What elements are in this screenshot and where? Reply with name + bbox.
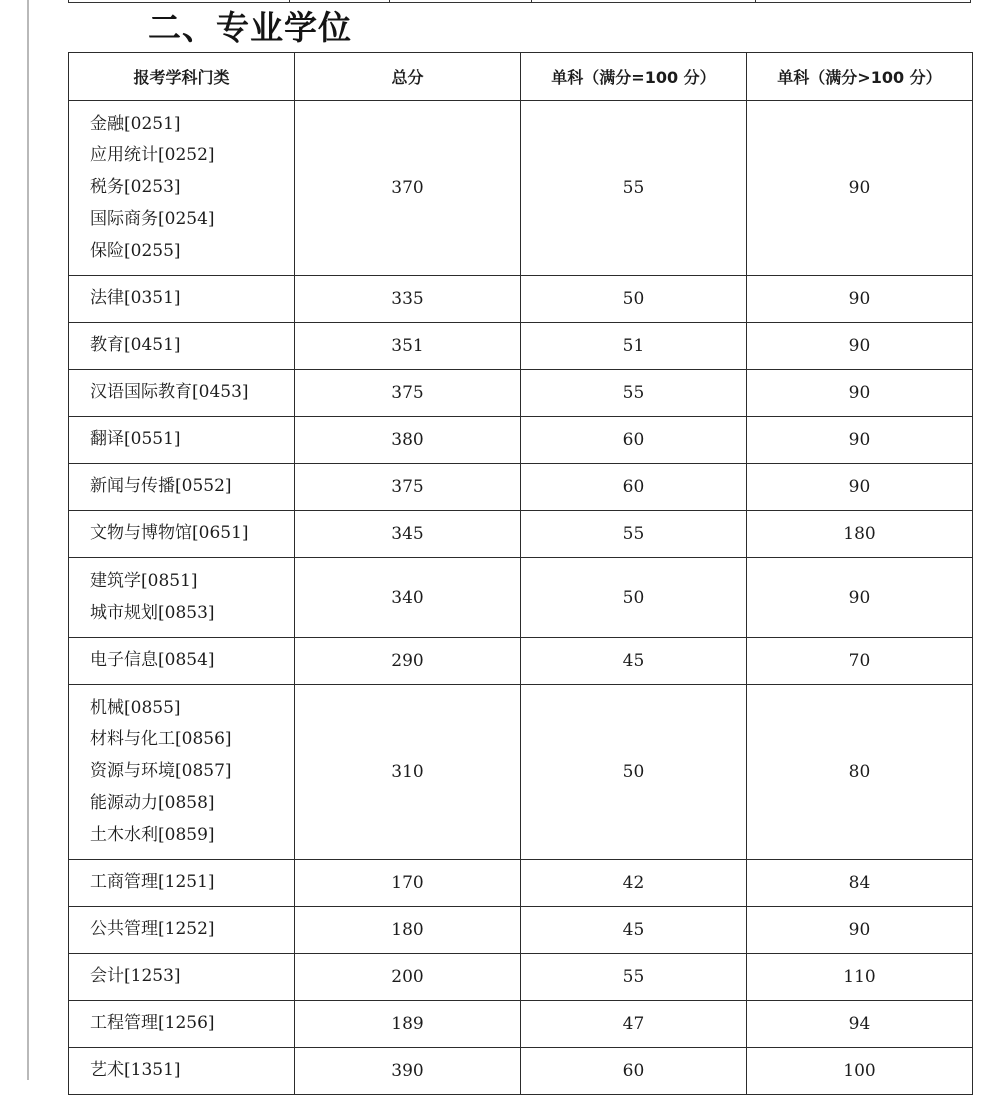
single-over-100-cell: 180: [747, 511, 973, 558]
subject-name: 金融[0251]: [90, 113, 181, 134]
table-row: [69, 860, 973, 907]
subject-name: 工商管理[1251]: [90, 872, 215, 893]
single-100-cell: 60: [521, 464, 747, 511]
subject-cell: [69, 323, 295, 370]
total-score-cell: 170: [295, 860, 521, 907]
single-over-100-cell: 90: [747, 323, 973, 370]
single-over-100-cell: 70: [747, 638, 973, 685]
subject-name: 法律[0351]: [90, 288, 181, 309]
total-score-cell: 345: [295, 511, 521, 558]
single-100-cell: 45: [521, 638, 747, 685]
subject-name: 电子信息[0854]: [90, 650, 215, 671]
single-over-100-cell: 80: [747, 685, 973, 860]
table-body: [69, 101, 973, 1095]
subject-cell: [69, 276, 295, 323]
subject-cell: [69, 860, 295, 907]
subject-name: 城市规划[0853]: [90, 602, 215, 623]
single-over-100-cell: 90: [747, 276, 973, 323]
single-100-cell: 60: [521, 1048, 747, 1095]
total-score-cell: 380: [295, 417, 521, 464]
subject-name: 土木水利[0859]: [90, 824, 215, 845]
subject-name: 艺术[1351]: [90, 1060, 181, 1081]
total-score-cell: 200: [295, 954, 521, 1001]
table-row: [69, 558, 973, 638]
single-100-cell: 50: [521, 558, 747, 638]
subject-cell: [69, 907, 295, 954]
previous-table-divider: [389, 0, 390, 3]
total-score-cell: 375: [295, 370, 521, 417]
subject-name: 会计[1253]: [90, 966, 181, 987]
total-score-cell: 340: [295, 558, 521, 638]
subject-cell: [69, 558, 295, 638]
subject-name: 保险[0255]: [90, 240, 181, 261]
single-over-100-cell: 90: [747, 558, 973, 638]
single-over-100-cell: 100: [747, 1048, 973, 1095]
single-over-100-cell: 90: [747, 417, 973, 464]
table-header-row: [69, 53, 973, 101]
header-single-over-100: 单科（满分>100 分）: [747, 53, 973, 101]
single-100-cell: 50: [521, 685, 747, 860]
table-row: [69, 685, 973, 860]
total-score-cell: 370: [295, 101, 521, 276]
single-over-100-cell: 90: [747, 101, 973, 276]
single-100-cell: 55: [521, 511, 747, 558]
subject-cell: [69, 954, 295, 1001]
table-row: [69, 638, 973, 685]
total-score-cell: 290: [295, 638, 521, 685]
table-row: [69, 323, 973, 370]
single-100-cell: 42: [521, 860, 747, 907]
subject-cell: [69, 370, 295, 417]
total-score-cell: 351: [295, 323, 521, 370]
single-100-cell: 51: [521, 323, 747, 370]
subject-cell: [69, 464, 295, 511]
table-row: [69, 276, 973, 323]
total-score-cell: 375: [295, 464, 521, 511]
total-score-cell: 180: [295, 907, 521, 954]
subject-name: 材料与化工[0856]: [90, 729, 232, 750]
subject-name: 建筑学[0851]: [90, 570, 198, 591]
subject-cell: [69, 101, 295, 276]
header-subject-category: 报考学科门类: [69, 53, 295, 101]
table-row: [69, 1001, 973, 1048]
total-score-cell: 390: [295, 1048, 521, 1095]
single-over-100-cell: 110: [747, 954, 973, 1001]
header-single-100: 单科（满分=100 分）: [521, 53, 747, 101]
table-row: [69, 954, 973, 1001]
previous-table-bottom: [68, 0, 971, 3]
header-total-score: 总分: [295, 53, 521, 101]
subject-cell: [69, 1001, 295, 1048]
total-score-cell: 335: [295, 276, 521, 323]
subject-cell: [69, 417, 295, 464]
single-100-cell: 60: [521, 417, 747, 464]
table-row: [69, 464, 973, 511]
total-score-cell: 189: [295, 1001, 521, 1048]
single-100-cell: 47: [521, 1001, 747, 1048]
single-over-100-cell: 90: [747, 907, 973, 954]
single-100-cell: 55: [521, 370, 747, 417]
single-over-100-cell: 90: [747, 370, 973, 417]
table-row: [69, 417, 973, 464]
single-100-cell: 50: [521, 276, 747, 323]
previous-table-divider: [531, 0, 532, 3]
single-over-100-cell: 84: [747, 860, 973, 907]
table-row: [69, 907, 973, 954]
single-over-100-cell: 94: [747, 1001, 973, 1048]
total-score-cell: 310: [295, 685, 521, 860]
subject-name: 应用统计[0252]: [90, 145, 215, 166]
subject-name: 汉语国际教育[0453]: [90, 382, 249, 403]
subject-name: 国际商务[0254]: [90, 208, 215, 229]
subject-name: 能源动力[0858]: [90, 792, 215, 813]
single-100-cell: 55: [521, 101, 747, 276]
subject-cell: [69, 1048, 295, 1095]
subject-name: 工程管理[1256]: [90, 1013, 215, 1034]
single-over-100-cell: 90: [747, 464, 973, 511]
table-row: [69, 511, 973, 558]
subject-name: 机械[0855]: [90, 697, 181, 718]
single-100-cell: 45: [521, 907, 747, 954]
table-row: [69, 370, 973, 417]
subject-cell: [69, 511, 295, 558]
subject-name: 教育[0451]: [90, 335, 181, 356]
table-row: [69, 1048, 973, 1095]
subject-name: 公共管理[1252]: [90, 919, 215, 940]
score-table: [68, 52, 973, 1095]
subject-cell: [69, 685, 295, 860]
subject-name: 资源与环境[0857]: [90, 761, 232, 782]
subject-name: 翻译[0551]: [90, 429, 181, 450]
subject-name: 税务[0253]: [90, 177, 181, 198]
subject-name: 新闻与传播[0552]: [90, 476, 232, 497]
page-edge-line: [27, 0, 29, 1080]
section-title: 二、专业学位: [148, 8, 352, 47]
subject-cell: [69, 638, 295, 685]
subject-name: 文物与博物馆[0651]: [90, 523, 249, 544]
previous-table-divider: [289, 0, 290, 3]
previous-table-divider: [755, 0, 756, 3]
table-row: [69, 101, 973, 276]
single-100-cell: 55: [521, 954, 747, 1001]
